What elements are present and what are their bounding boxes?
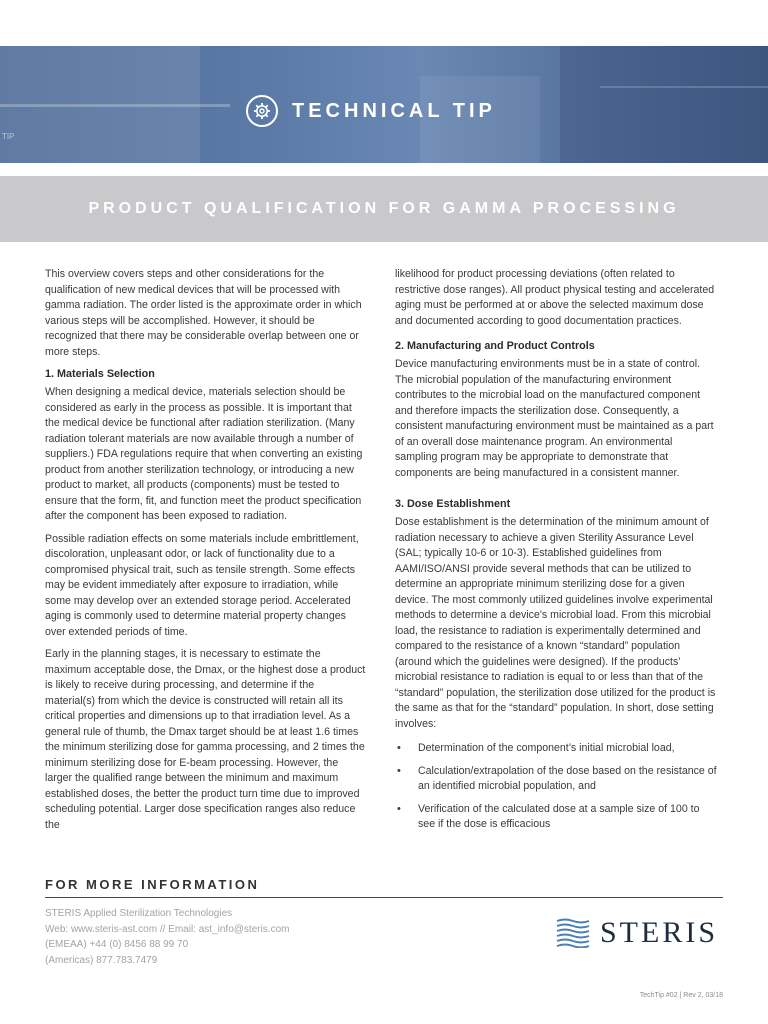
body-paragraph: Dose establishment is the determination of the minimum amount of radiation necessary to achieve a given Sterility Assurance Level (SAL; typically 10-6 or 10-3). Established guidelines from AAMI/ISO/ANSI provide several methods that can be utilized to determine an appropriate minimum sterilizing dose for a given device. The most commonly utilized guidelines involve experimental methods to determine a device's microbial load. From this microbial load, the resistance to radiation is experimentally determined and compared to the resistance of a known “standard” population (around which the guidelines were designed). If the products’ microbial resistance to radiation is equal to or less than that of the “standard” population, the sterilization dose utilized for the product is the same as that for the “standard” population. In short, dose setting involves: (395, 516, 716, 730)
banner-photo-shade (560, 46, 768, 163)
more-info-heading: FOR MORE INFORMATION (45, 877, 723, 898)
banner-photo-detail (0, 104, 230, 107)
list-item: • Verification of the calculated dose at a sample size of 100 to see if the dose is efficacious (395, 802, 717, 833)
gear-icon (246, 95, 278, 127)
steris-waves-icon (556, 918, 590, 948)
section-heading: 1. Materials Selection (45, 368, 155, 380)
body-paragraph: likelihood for product processing deviations (often related to restrictive dose ranges). All product physical testing and accelerated aging must be performed at or above the selected maximum dose and documented according to good documentation practices. (395, 268, 715, 327)
dose-setting-list (395, 741, 717, 833)
body-paragraph: Device manufacturing environments must be in a state of control. The microbial population of the manufacturing environment contributes to the microbial load on the manufactured component and therefore impacts the sterilization dose. Consequently, a consistent manufacturing environment must be maintained as a part of an overall dose maintenance program. An environmental sampling program may be appropriate to demonstrate that components are being manufactured in a consistent manner. (395, 358, 714, 479)
right-column (395, 267, 717, 840)
intro-paragraph: This overview covers steps and other considerations for the qualification of new medical devices that will be processed with gamma radiation. The order listed is the approximate order in which various steps will be accomplished. However, it should be recognized that there may be considerable overlap between one or more steps. (45, 268, 362, 358)
section-heading: 2. Manufacturing and Product Controls (395, 340, 595, 352)
page-title: TECHNICAL TIP (292, 99, 496, 122)
contact-info (45, 906, 289, 968)
section-heading: 3. Dose Establishment (395, 498, 511, 510)
document-footer: TechTip #02 | Rev 2, 03/18 (639, 992, 723, 999)
banner-photo-tag: TIP (2, 132, 15, 141)
body-paragraph: When designing a medical device, materials selection should be considered as early in the process as possible. It is important that the medical device be functional after radiation sterilization. (Many radiation tolerant materials are now available through a number of suppliers.) FDA regulations require that when converting an existing product from another sterilization technology, or introducing a new product to market, all products (components) must be tested to ensure that the form, fit, and function meet the product specification after the component has been exposed to radiation. (45, 386, 363, 522)
phone-americas: (Americas) 877.783.7479 (45, 954, 158, 966)
steris-logo (556, 916, 718, 950)
banner-photo-detail (600, 86, 768, 88)
body-paragraph: Possible radiation effects on some materials include embrittlement, discoloration, unpleasant odor, or lack of functionality due to a compromised physical trait, such as tensile strength. Some effects may be evident immediately after exposure to irradiation, while some may develop over an extended storage period. Accelerated aging is commonly used to determine material property changes over extended periods of time. (45, 532, 359, 638)
list-item: • Calculation/extrapolation of the dose based on the resistance of an identified microbial population, and (395, 764, 717, 795)
subtitle-band (0, 176, 768, 242)
banner-title (246, 93, 496, 129)
company-name: STERIS Applied Sterilization Technologies (45, 908, 233, 919)
list-item: • Determination of the component’s initial microbial load, (395, 741, 717, 757)
web-email-line: Web: www.steris-ast.com // Email: ast_info@steris.com (45, 923, 290, 935)
document-subtitle: PRODUCT QUALIFICATION FOR GAMMA PROCESSING (88, 200, 680, 217)
phone-emeaa: (EMEAA) +44 (0) 8456 88 99 70 (45, 939, 189, 951)
logo-wordmark: STERIS (600, 916, 719, 949)
body-paragraph: Early in the planning stages, it is necessary to estimate the maximum acceptable dose, the Dmax, or the highest dose a product is likely to receive during processing, and determine if the material(s) from which the device is constructed will retain all its critical properties and dimensions up to that irradiation level. As a general rule of thumb, the Dmax target should be at least 1.6 times the minimum sterilizing dose for gamma processing, and 2 times the minimum sterilizing dose for E-beam processing. However, the larger the qualified range between the minimum and maximum established doses, the better the product turn time due to improved scheduling potential. Larger dose specification ranges also reduce the (45, 648, 366, 831)
left-column (45, 267, 367, 840)
